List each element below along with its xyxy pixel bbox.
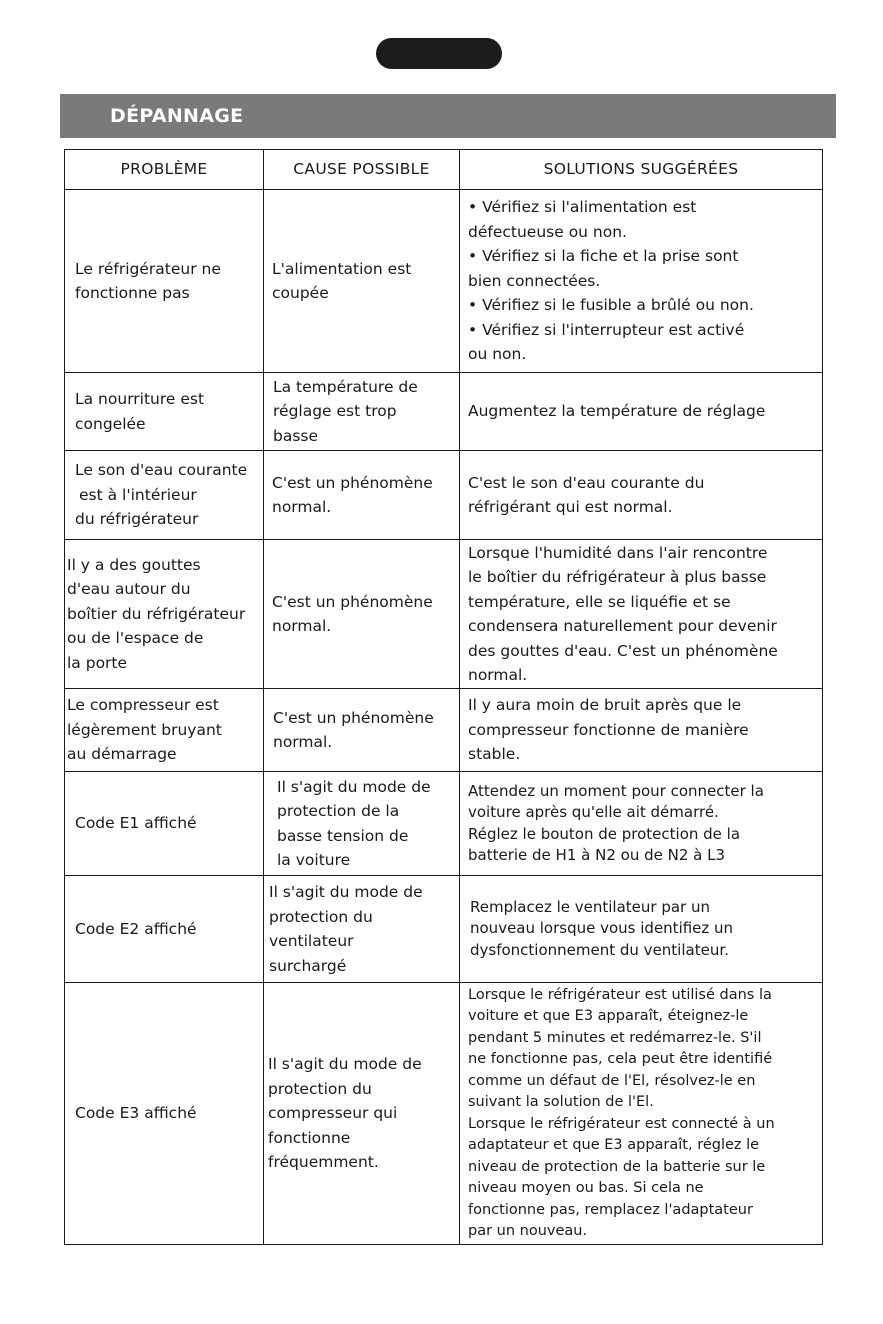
solution-cell: • Vérifiez si l'alimentation est défectueuse ou non. • Vérifiez si la fiche et la prise sont bien connectées. • Vérifiez si le fusible a brûlé ou non. • Vérifiez si l'interrupteur est activé ou non. (460, 190, 823, 373)
cause-cell: Il s'agit du mode de protection du compresseur qui fonctionne fréquemment. (264, 983, 460, 1245)
solution-cell: C'est le son d'eau courante du réfrigérant qui est normal. (460, 451, 823, 540)
problem-cell: Le son d'eau courante est à l'intérieur du réfrigérateur (65, 451, 264, 540)
problem-cell: Code E1 affiché (65, 772, 264, 876)
cause-cell: C'est un phénomène normal. (264, 689, 460, 772)
section-header (60, 94, 836, 138)
page-tab-marker (376, 38, 502, 69)
cause-cell: La température de réglage est trop basse (264, 373, 460, 451)
cause-cell: C'est un phénomène normal. (264, 451, 460, 540)
problem-cell: Code E3 affiché (65, 983, 264, 1245)
problem-cell: Le compresseur est légèrement bruyant au démarrage (65, 689, 264, 772)
table-row (65, 373, 823, 451)
header-solutions: SOLUTIONS SUGGÉRÉES (460, 150, 823, 190)
problem-cell: La nourriture est congelée (65, 373, 264, 451)
header-problem: PROBLÈME (65, 150, 264, 190)
cause-cell: C'est un phénomène normal. (264, 540, 460, 689)
solution-cell: Augmentez la température de réglage (460, 373, 823, 451)
table-row (65, 689, 823, 772)
solution-cell: Attendez un moment pour connecter la voiture après qu'elle ait démarré. Réglez le bouton de protection de la batterie de H1 à N2 ou de N2 à L3 (460, 772, 823, 876)
header-cause: CAUSE POSSIBLE (264, 150, 460, 190)
solution-cell: Il y aura moin de bruit après que le compresseur fonctionne de manière stable. (460, 689, 823, 772)
table-row (65, 983, 823, 1245)
solution-cell: Remplacez le ventilateur par un nouveau lorsque vous identifiez un dysfonctionnement du ventilateur. (460, 876, 823, 983)
solution-cell: Lorsque l'humidité dans l'air rencontre le boîtier du réfrigérateur à plus basse température, elle se liquéfie et se condensera naturellement pour devenir des gouttes d'eau. C'est un phénomène normal. (460, 540, 823, 689)
table-row (65, 772, 823, 876)
table-row (65, 190, 823, 373)
cause-cell: Il s'agit du mode de protection de la basse tension de la voiture (264, 772, 460, 876)
troubleshooting-table (64, 149, 823, 1245)
problem-cell: Le réfrigérateur ne fonctionne pas (65, 190, 264, 373)
cause-cell: L'alimentation est coupée (264, 190, 460, 373)
cause-cell: Il s'agit du mode de protection du ventilateur surchargé (264, 876, 460, 983)
table-row (65, 876, 823, 983)
problem-cell: Code E2 affiché (65, 876, 264, 983)
section-title: DÉPANNAGE (110, 105, 244, 127)
table-row (65, 451, 823, 540)
problem-cell: Il y a des gouttes d'eau autour du boîtier du réfrigérateur ou de l'espace de la porte (65, 540, 264, 689)
solution-cell: Lorsque le réfrigérateur est utilisé dans la voiture et que E3 apparaît, éteignez-le pendant 5 minutes et redémarrez-le. S'il ne fonctionne pas, cela peut être identifié comme un défaut de l'El, résolvez-le en suivant la solution de l'El. Lorsque le réfrigérateur est connecté à un adaptateur et que E3 apparaît, réglez le niveau de protection de la batterie sur le niveau moyen ou bas. Si cela ne fonctionne pas, remplacez l'adaptateur par un nouveau. (460, 983, 823, 1245)
table-header-row (65, 150, 823, 190)
table-row (65, 540, 823, 689)
